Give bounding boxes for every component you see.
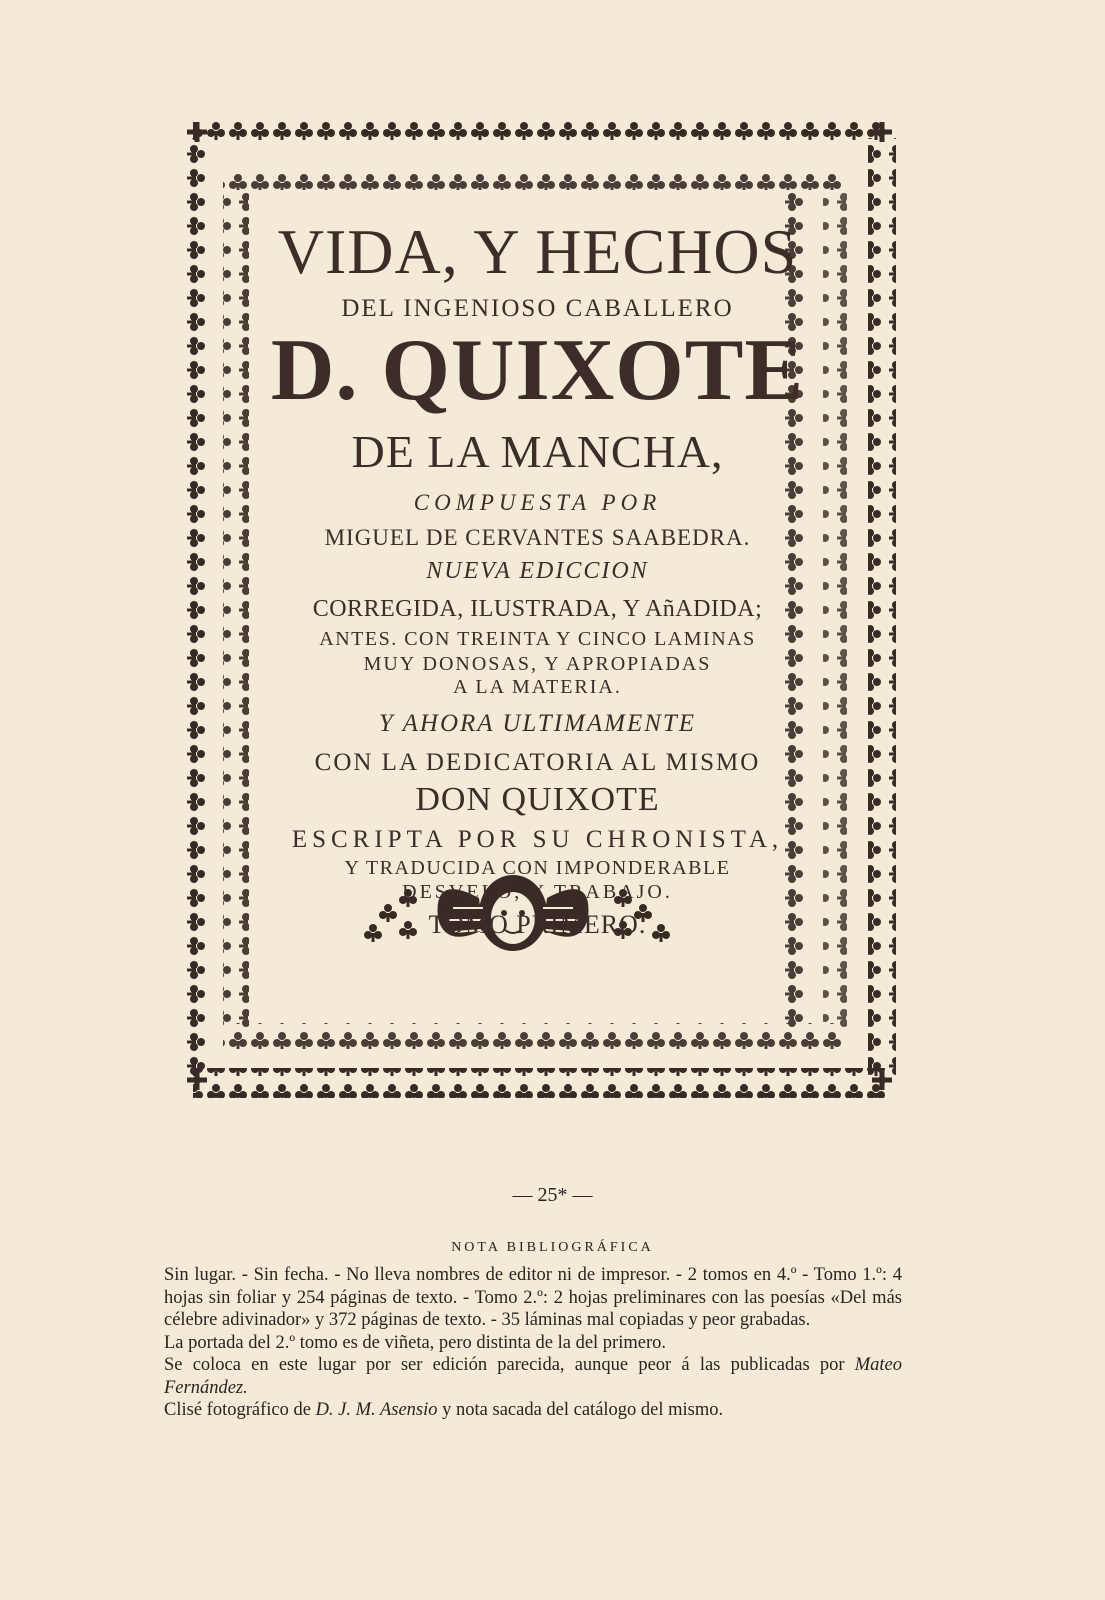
frame-top-inner bbox=[223, 166, 843, 190]
frame-left-outer bbox=[183, 138, 211, 1078]
title-line-9: ANTES. CON TREINTA Y CINCO LAMINAS bbox=[319, 628, 756, 650]
frame-top-outer bbox=[193, 118, 886, 146]
title-line-15: ESCRIPTA POR SU CHRONISTA, bbox=[291, 826, 784, 853]
note-paragraph-4 bbox=[164, 1399, 902, 1422]
bibliographic-note bbox=[164, 1264, 902, 1422]
title-line-17: DESVELO, Y TRABAJO. bbox=[402, 881, 673, 903]
title-line-8: CORREGIDA, ILUSTRADA, Y AñADIDA; bbox=[312, 596, 763, 622]
title-line-14: DON QUIXOTE bbox=[415, 781, 660, 818]
title-line-4: DE LA MANCHA, bbox=[351, 426, 724, 477]
title-line-1: VIDA, Y HECHOS bbox=[277, 216, 798, 287]
frame-bottom-inner bbox=[223, 1023, 843, 1049]
frame-right-outer bbox=[868, 138, 896, 1078]
frame-left-inner bbox=[223, 188, 249, 1028]
note-heading: NOTA BIBLIOGRÁFICA bbox=[451, 1240, 654, 1255]
note-paragraph-4-text: Clisé fotográfico de bbox=[164, 1400, 311, 1420]
frame-right-mid bbox=[823, 188, 847, 1028]
note-paragraph-1: Sin lugar. - Sin fecha. - No lleva nombres de editor ni de impresor. - 2 tomos en 4.º - Tomo 1.º: 4 hojas sin foliar y 254 páginas de texto. - Tomo 2.º: 2 hojas preliminares con las poesías «Del más célebre adivinador» y 372 páginas de texto. - 35 láminas mal copiadas y peor grabadas. bbox=[164, 1265, 902, 1330]
note-paragraph-2: La portada del 2.º tomo es de viñeta, pero distinta de la del primero. bbox=[164, 1332, 666, 1353]
note-paragraph-3-name: Mateo Fernández. bbox=[164, 1355, 903, 1398]
title-line-6: MIGUEL DE CERVANTES SAABEDRA. bbox=[324, 525, 751, 550]
note-paragraph-3-text: Se coloca en este lugar por ser edición parecida, aunque peor á las publicadas por bbox=[164, 1355, 845, 1375]
title-text-block bbox=[260, 210, 815, 938]
frame-bottom-outer bbox=[193, 1068, 886, 1098]
page-number: — 25* — bbox=[512, 1184, 593, 1206]
note-paragraph-3 bbox=[164, 1354, 902, 1399]
title-line-12: Y AHORA ULTIMAMENTE bbox=[378, 710, 697, 737]
title-line-10: MUY DONOSAS, Y APROPIADAS bbox=[363, 653, 712, 675]
title-line-3: D. QUIXOTE bbox=[270, 322, 805, 419]
title-line-5: COMPUESTA POR bbox=[413, 490, 662, 515]
title-line-16: Y TRADUCIDA CON IMPONDERABLE bbox=[344, 857, 731, 879]
title-line-18: TOMO PRIMERO. bbox=[428, 910, 647, 939]
note-paragraph-4-name: D. J. M. Asensio bbox=[315, 1400, 438, 1420]
title-line-13: CON LA DEDICATORIA AL MISMO bbox=[314, 749, 761, 776]
note-paragraph-4-tail: y nota sacada del catálogo del mismo. bbox=[442, 1400, 724, 1420]
title-line-7: NUEVA EDICCION bbox=[426, 558, 649, 584]
title-line-11: A LA MATERIA. bbox=[453, 676, 622, 698]
title-line-2: DEL INGENIOSO CABALLERO bbox=[341, 295, 734, 322]
